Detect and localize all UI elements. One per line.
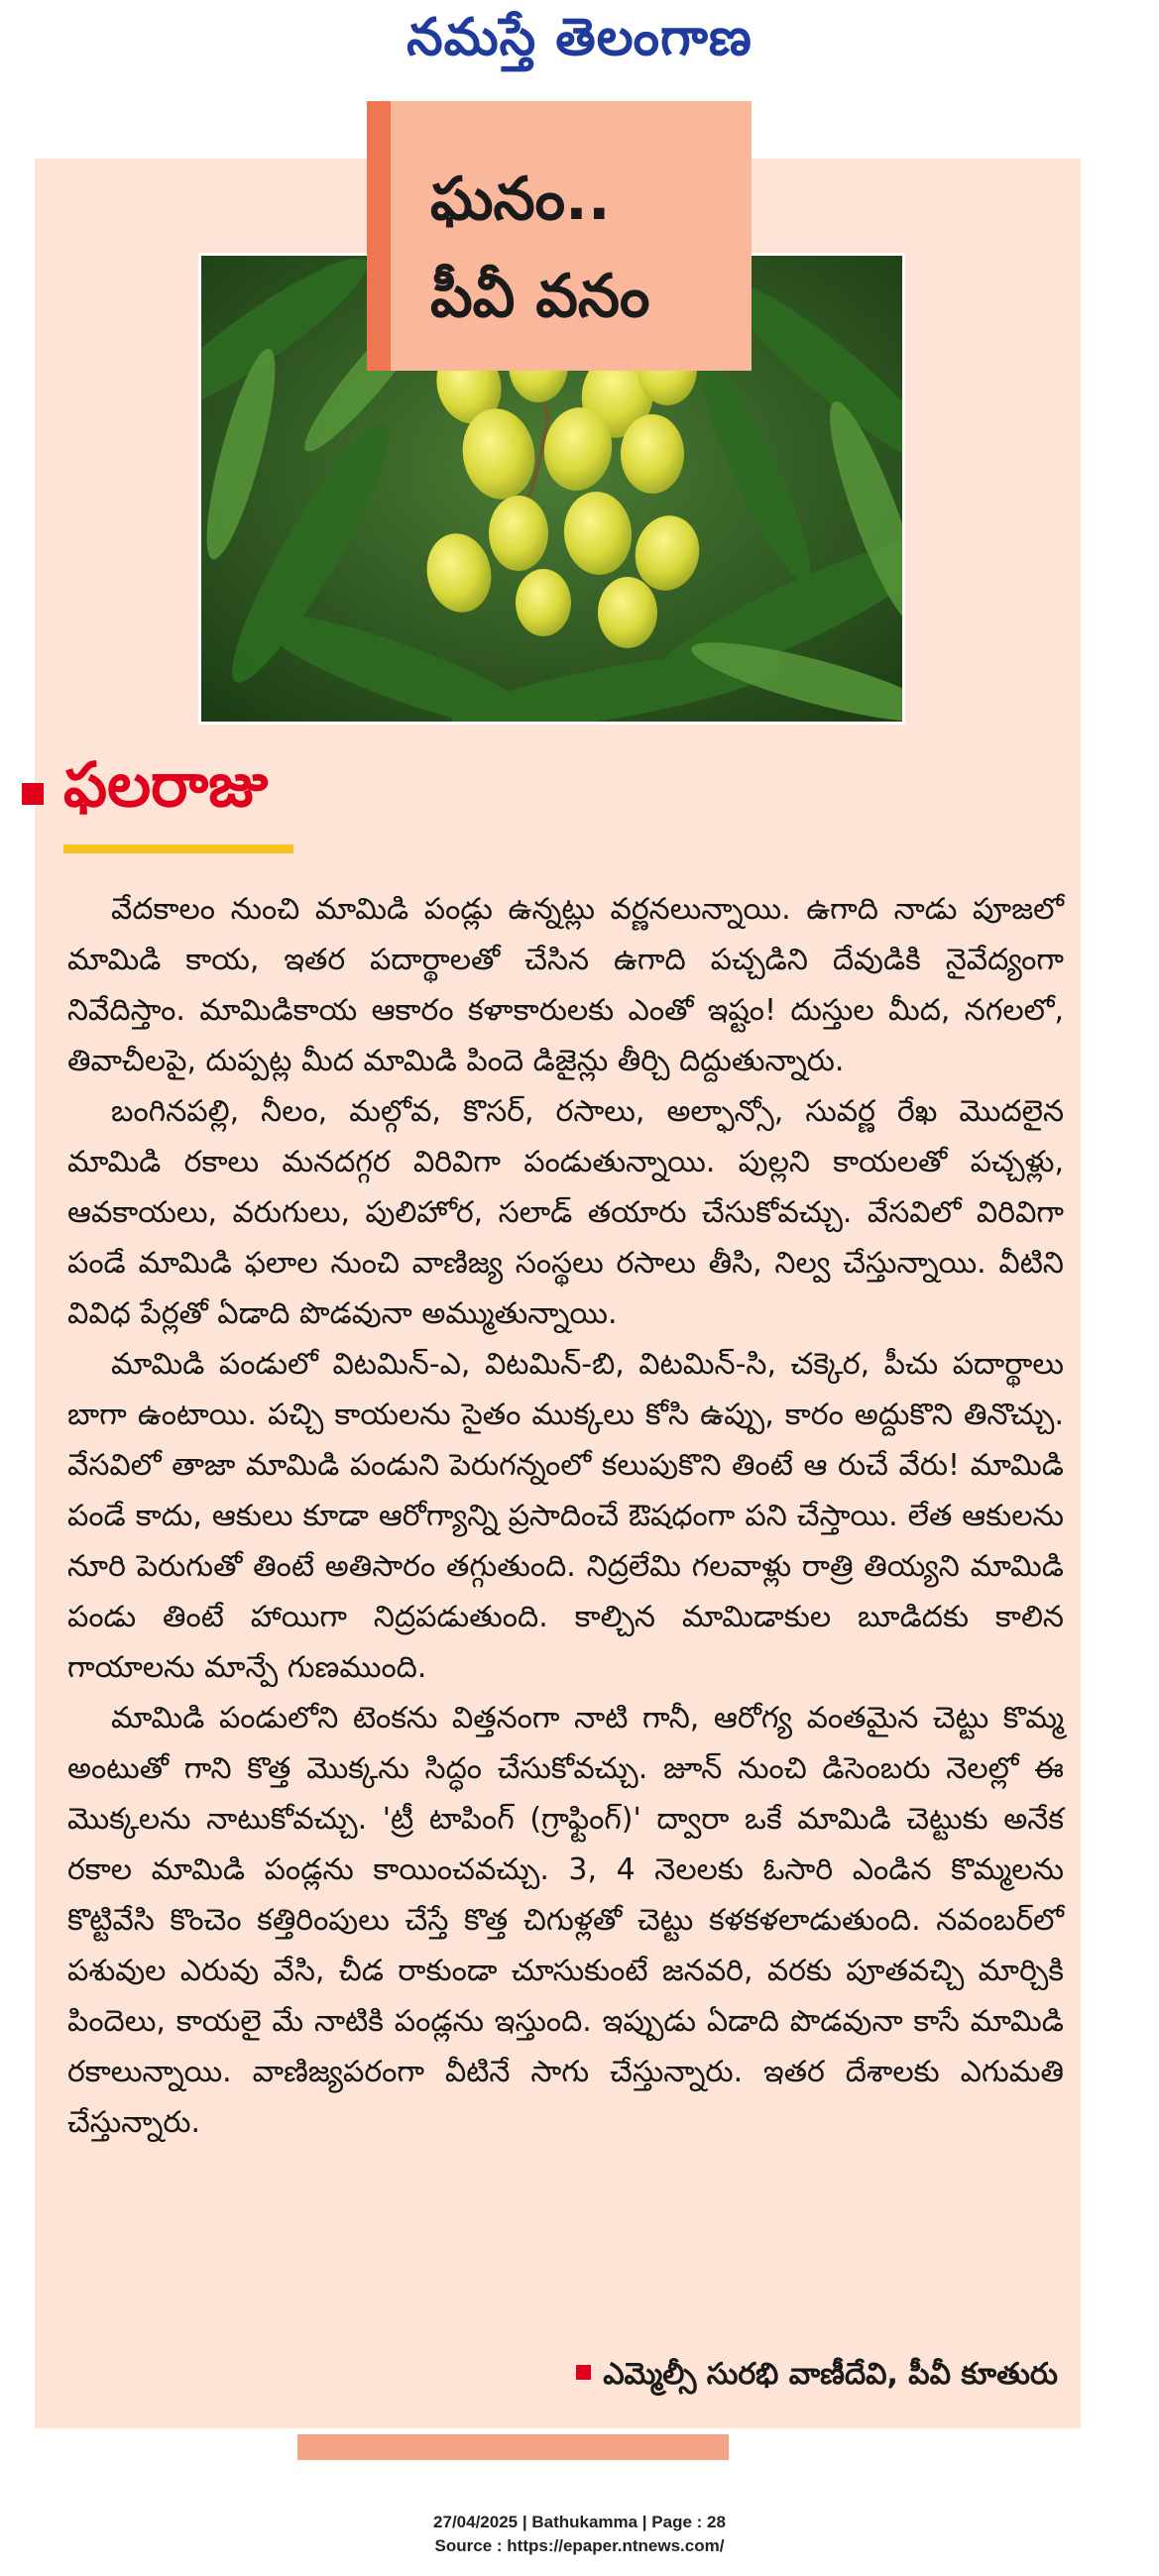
headline-line-1: ఘనం.. bbox=[430, 165, 611, 234]
headline-line-2: పీవీ వనం bbox=[430, 262, 650, 331]
footer-source: Source : https://epaper.ntnews.com/ bbox=[434, 2536, 725, 2555]
byline-bullet-icon bbox=[576, 2365, 591, 2380]
article-body bbox=[67, 884, 1064, 2148]
bottom-accent-bar bbox=[297, 2434, 729, 2460]
article-paragraph: బంగినపల్లి, నీలం, మల్గోవ, కొసర్, రసాలు, అల్ఫాన్సో, సువర్ణ రేఖ మొదలైన మామిడి రకాలు మనదగ్గర విరివిగా పండుతున్నాయి. పుల్లని కాయలతో పచ్చళ్లు, ఆవకాయలు, వరుగులు, పులిహోర, సలాడ్ తయారు చేసుకోవచ్చు. వేసవిలో విరివిగా పండే మామిడి ఫలాల నుంచి వాణిజ్య సంస్థలు రసాలు తీసి, నిల్వ చేస్తున్నాయి. వీటిని వివిధ పేర్లతో ఏడాది పొడవునా అమ్ముతున్నాయి. bbox=[67, 1094, 1064, 1331]
masthead-title: నమస్తే తెలంగాణ bbox=[406, 8, 753, 67]
section-title: ఫలరాజు bbox=[63, 748, 269, 821]
section-underline bbox=[63, 844, 293, 853]
byline-text: ఎమ్మెల్సీ సురభి వాణీదేవి, పీవీ కూతురు bbox=[603, 2357, 1058, 2392]
section-bullet-icon bbox=[22, 783, 44, 805]
article-paragraph: మామిడి పండులోని టెంకను విత్తనంగా నాటి గానీ, ఆరోగ్య వంతమైన చెట్టు కొమ్మ అంటుతో గాని కొత్త మొక్కను సిద్ధం చేసుకోవచ్చు. జూన్ నుంచి డిసెంబరు నెలల్లో ఈ మొక్కలను నాటుకోవచ్చు. 'ట్రీ టాపింగ్ (గ్రాఫ్టింగ్)' ద్వారా ఒకే మామిడి చెట్టుకు అనేక రకాల మామిడి పండ్లను కాయించవచ్చు. 3, 4 నెలలకు ఓసారి ఎండిన కొమ్మలను కొట్టివేసి కొంచెం కత్తిరింపులు చేస్తే కొత్త చిగుళ్లతో చెట్టు కళకళలాడుతుంది. నవంబర్‌లో పశువుల ఎరువు వేసి, చీడ రాకుండా చూసుకుంటే జనవరి, వరకు పూతవచ్చి మార్చికి పిందెలు, కాయలై మే నాటికి పండ్లను ఇస్తుంది. ఇప్పుడు ఏడాది పొడవునా కాసే మామిడి రకాలున్నాయి. వాణిజ్యపరంగా వీటినే సాగు చేస్తున్నారు. ఇతర దేశాలకు ఎగుమతి చేస్తున్నారు. bbox=[67, 1701, 1064, 2140]
footer-date-page: 27/04/2025 | Bathukamma | Page : 28 bbox=[433, 2513, 726, 2531]
article-paragraph: వేదకాలం నుంచి మామిడి పండ్లు ఉన్నట్లు వర్ణనలున్నాయి. ఉగాది నాడు పూజలో మామిడి కాయ, ఇతర పదార్థాలతో చేసిన ఉగాది పచ్చడిని దేవుడికి నైవేద్యంగా నివేదిస్తాం. మామిడికాయ ఆకారం కళాకారులకు ఎంతో ఇష్టం! దుస్తుల మీద, నగలలో, తివాచీలపై, దుప్పట్ల మీద మామిడి పిందె డిజైన్లు తీర్చి దిద్దుతున్నారు. bbox=[67, 892, 1064, 1078]
byline bbox=[576, 2357, 1058, 2399]
article-paragraph: మామిడి పండులో విటమిన్-ఎ, విటమిన్-బి, విటమిన్-సి, చక్కెర, పీచు పదార్థాలు బాగా ఉంటాయి. పచ్చి కాయలను సైతం ముక్కలు కోసి ఉప్పు, కారం అద్దుకొని తినొచ్చు. వేసవిలో తాజా మామిడి పండుని పెరుగన్నంలో కలుపుకొని తింటే ఆ రుచే వేరు! మామిడి పండే కాదు, ఆకులు కూడా ఆరోగ్యాన్ని ప్రసాదించే ఔషధంగా పని చేస్తాయి. లేత ఆకులను నూరి పెరుగుతో తింటే అతిసారం తగ్గుతుంది. నిద్రలేమి గలవాళ్లు రాత్రి తియ్యని మామిడి పండు తింటే హాయిగా నిద్రపడుతుంది. కాల్చిన మామిడాకుల బూడిదకు కాలిన గాయాలను మాన్పే గుణముంది. bbox=[67, 1347, 1064, 1685]
headline-box bbox=[367, 101, 752, 371]
